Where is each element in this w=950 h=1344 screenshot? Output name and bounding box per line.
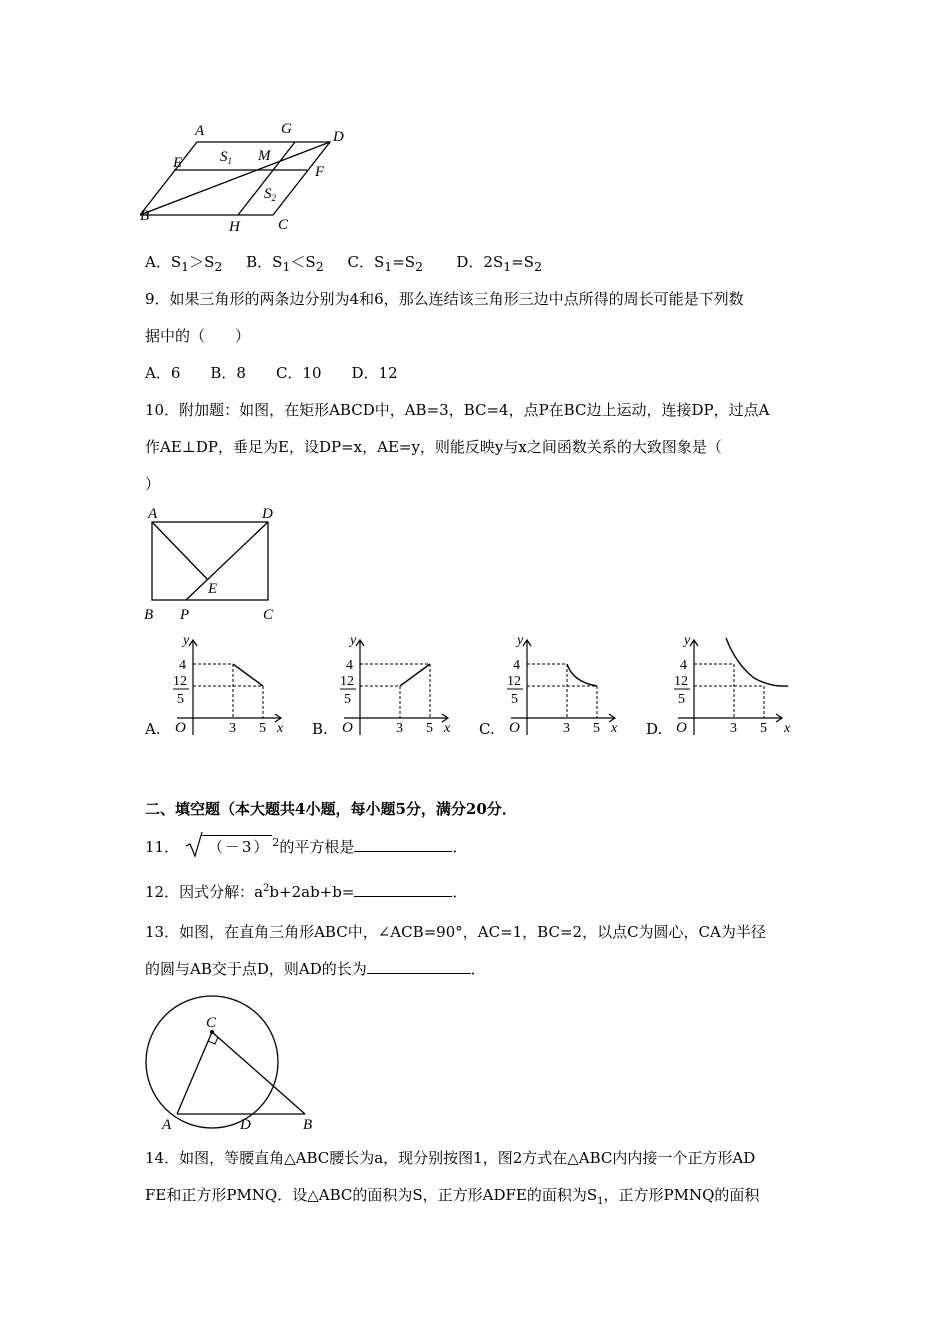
label-S1: $S_1$ (220, 149, 232, 166)
label-C: C (278, 217, 289, 233)
label-B: B (140, 208, 150, 224)
q11-radical (184, 836, 280, 857)
label-G: G (281, 121, 292, 137)
q14-line2-pre: FE和正方形PMNQ．设△ABC的面积为S，正方形ADFE的面积为S (145, 1186, 598, 1204)
q9-options[interactable]: A．6 B．8 C．10 D．12 (145, 364, 398, 382)
label-A: A (148, 506, 158, 522)
side-ac (177, 1032, 212, 1114)
svg-text:4: 4 (680, 658, 687, 673)
q10-graph-option-d[interactable] (646, 630, 806, 750)
q8-options (145, 251, 542, 274)
label-B: B (303, 1117, 313, 1133)
svg-text:4: 4 (179, 658, 186, 673)
svg-text:5: 5 (344, 692, 351, 707)
svg-text:x: x (277, 721, 284, 736)
q9-line2: 据中的（ ） (145, 327, 251, 345)
radical-sign-icon (184, 830, 204, 860)
graph-option-label: A. (145, 720, 161, 738)
svg-text:O: O (676, 720, 687, 736)
q12 (145, 881, 467, 902)
svg-text:y: y (517, 633, 524, 648)
svg-text:y: y (684, 633, 691, 648)
svg-text:3: 3 (396, 721, 403, 736)
svg-text:12: 12 (173, 674, 187, 689)
svg-text:x: x (784, 721, 791, 736)
q12-text-post: b+2ab+b= (269, 883, 355, 901)
label-M: M (258, 148, 271, 164)
svg-text:5: 5 (678, 692, 685, 707)
label-D: D (333, 129, 344, 145)
label-D: D (262, 506, 273, 522)
label-E: E (173, 155, 183, 171)
label-D: D (240, 1117, 251, 1133)
svg-text:12: 12 (340, 674, 354, 689)
label-A: A (195, 123, 205, 139)
q11 (145, 836, 467, 866)
label-C: C (263, 607, 274, 623)
graph-d (670, 630, 806, 742)
svg-text:4: 4 (346, 658, 353, 673)
q14-line1: 14．如图，等腰直角△ABC腰长为a，现分别按图1，图2方式在△ABC内内接一个正方形AD (145, 1149, 756, 1167)
svg-text:3: 3 (730, 721, 737, 736)
q9-line1: 9．如果三角形的两条边分别为4和6，那么连结该三角形三边中点所得的周长可能是下列数 (145, 290, 744, 308)
q14-line2 (145, 1184, 759, 1207)
q11-end: ． (452, 838, 468, 856)
q13-answer-blank[interactable] (367, 959, 471, 974)
q12-end: ． (452, 883, 468, 901)
svg-text:5: 5 (511, 692, 518, 707)
graph-option-label: D. (646, 720, 663, 738)
q10-line1: 10．附加题：如图，在矩形ABCD中，AB=3，BC=4，点P在BC边上运动，连接DP，过点A (145, 401, 770, 419)
side-cb (212, 1032, 305, 1114)
svg-text:5: 5 (593, 721, 600, 736)
label-F: F (315, 164, 325, 180)
q12-text-pre: 12．因式分解：a (145, 883, 264, 901)
q11-text: 的平方根是 (279, 838, 355, 856)
svg-text:5: 5 (177, 692, 184, 707)
svg-text:y: y (183, 633, 190, 648)
label-E: E (208, 581, 218, 597)
q8-option-c[interactable]: C．$S_1=S_2$ (347, 253, 424, 274)
svg-text:5: 5 (760, 721, 767, 736)
svg-text:x: x (444, 721, 451, 736)
graph-b (336, 630, 466, 742)
graph-curve (233, 664, 263, 686)
svg-text:12: 12 (674, 674, 688, 689)
label-A: A (162, 1117, 172, 1133)
graph-option-label: B. (312, 720, 328, 738)
graph-curve (567, 664, 597, 686)
q10-graph-option-c[interactable] (479, 630, 629, 750)
q13-circle-figure (140, 985, 330, 1135)
graph-curve (726, 638, 788, 686)
svg-text:y: y (350, 633, 357, 648)
q8-option-a[interactable]: A．$S_1>S_2$ (145, 253, 223, 274)
svg-text:5: 5 (259, 721, 266, 736)
q11-answer-blank[interactable] (354, 837, 452, 852)
svg-text:4: 4 (513, 658, 520, 673)
q10-line2: 作AE⊥DP，垂足为E，设DP=x，AE=y，则能反映y与x之间函数关系的大致图象是（ (145, 438, 722, 456)
svg-text:3: 3 (229, 721, 236, 736)
q12-superscript: 2 (263, 883, 270, 894)
q10-rectangle-figure (140, 502, 290, 626)
q8-option-d[interactable]: D．$2S_1=S_2$ (456, 253, 543, 274)
label-C: C (206, 1015, 217, 1031)
svg-text:x: x (611, 721, 618, 736)
q10-graph-option-b[interactable] (312, 630, 462, 750)
q13-line2 (145, 958, 486, 979)
line-dp (186, 522, 268, 600)
q13-end: ． (470, 960, 486, 978)
svg-text:12: 12 (507, 674, 521, 689)
graph-c (503, 630, 633, 742)
section2-heading: 二、填空题（本大题共4小题，每小题5分，满分20分． (145, 800, 517, 818)
q14-line2-sub: 1 (597, 1196, 604, 1207)
q11-number: 11． (145, 838, 180, 856)
q11-radicand: （－3） (202, 835, 273, 856)
graph-curve (400, 664, 430, 686)
svg-text:O: O (175, 720, 186, 736)
q10-line3: ） (145, 475, 161, 493)
graph-option-label: C. (479, 720, 495, 738)
q14-line2-post: ，正方形PMNQ的面积 (603, 1186, 760, 1204)
svg-text:O: O (342, 720, 353, 736)
svg-text:O: O (509, 720, 520, 736)
label-H: H (229, 219, 240, 235)
graph-a (169, 630, 299, 742)
label-S2: $S_2$ (264, 186, 276, 203)
q8-parallelogram-figure (140, 118, 350, 238)
q13-line1: 13．如图，在直角三角形ABC中，∠ACB=90°，AC=1，BC=2，以点C为圆心，CA为半径 (145, 923, 766, 941)
q8-option-b[interactable]: B．$S_1<S_2$ (246, 253, 324, 274)
svg-text:5: 5 (426, 721, 433, 736)
q11-exponent: 2 (272, 836, 280, 849)
svg-text:3: 3 (563, 721, 570, 736)
q12-answer-blank[interactable] (354, 882, 452, 897)
q10-graph-option-a[interactable] (145, 630, 295, 750)
label-P: P (180, 607, 190, 623)
label-B: B (144, 607, 154, 623)
line-ae (152, 522, 208, 580)
q13-line2-text: 的圆与AB交于点D，则AD的长为 (145, 960, 367, 978)
